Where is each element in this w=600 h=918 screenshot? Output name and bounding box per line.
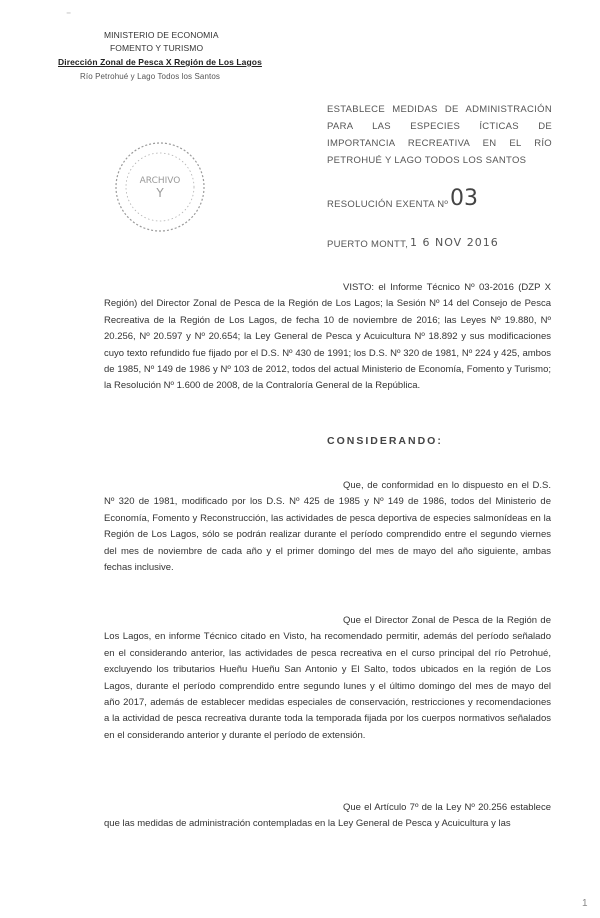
zonal-directorate: Dirección Zonal de Pesca X Región de Los Lagos <box>58 57 262 67</box>
corner-mark: ⁻ <box>66 10 72 21</box>
svg-text:ARCHIVO: ARCHIVO <box>139 176 181 186</box>
page-mark: 1 <box>582 898 588 909</box>
handwritten-date: 1 6 NOV 2016 <box>410 236 499 249</box>
place-label: PUERTO MONTT, <box>327 239 409 250</box>
resolution-label: RESOLUCIÓN EXENTA Nº <box>327 199 449 210</box>
considerando-3: Que el Artículo 7º de la Ley Nº 20.256 establece que las medidas de administración contempladas en la Ley General de Pesca y Acuicultura y las <box>104 802 551 830</box>
svg-text:Y: Y <box>156 186 164 200</box>
resolution-number: 03 <box>450 186 478 211</box>
location-subtitle: Río Petrohué y Lago Todos los Santos <box>80 72 220 81</box>
archive-seal-icon <box>110 137 210 237</box>
document-title: ESTABLECE MEDIDAS DE ADMINISTRACIÓN PARA LAS ESPECIES ÍCTICAS DE IMPORTANCIA RECREATIVA EN EL RÍO PETROHUÉ Y LAGO TODOS LOS SANTOS <box>327 104 552 166</box>
visto-paragraph: VISTO: el Informe Técnico Nº 03-2016 (DZP X Región) del Director Zonal de Pesca de la Región de Los Lagos; la Sesión Nº 14 del Consejo de Pesca Recreativa de la Región de Los Lagos, de fecha 10 de noviembre de 2016; las Leyes Nº 19.880, Nº 20.256, Nº 20.597 y Nº 20.654; la Ley General de Pesca y Acuicultura Nº 18.892 y sus modificaciones cuyo texto refundido fue fijado por el D.S. Nº 430 de 1991; los D.S. Nº 320 de 1981, Nº 224 y 425, ambos de 1985, Nº 149 de 1986 y Nº 103 de 2012, todos del actual Ministerio de Economía, Fomento y Turismo; la Resolución Nº 1.600 de 2008, de la Contraloría General de la República. <box>104 282 551 392</box>
considerando-2: Que el Director Zonal de Pesca de la Región de Los Lagos, en informe Técnico citado en Visto, ha recomendado permitir, además del período señalado en el considerando anterior, las actividades de pesca recreativa en el curso principal del río Petrohué, excluyendo los tributarios Hueñu Hueñu San Antonio y El Salto, todos ubicados en la región de Los Lagos, durante el período comprendido entre segundo lunes y el último domingo del mes de mayo del año 2017, además de establecer medidas especiales de conservación, restricciones y recomendaciones a la actividad de pesca recreativa durante toda la temporada fijada por los cuerpos normativos señalados en el considerando anterior y durante el período de extensión. <box>104 615 551 741</box>
ministry-name: MINISTERIO DE ECONOMIA <box>104 30 219 40</box>
considerando-1: Que, de conformidad en lo dispuesto en el D.S. Nº 320 de 1981, modificado por los D.S. Nº 425 de 1985 y Nº 149 de 1986, todos del Ministerio de Economía, Fomento y Reconstrucción, las actividades de pesca deportiva de especies salmonídeas en la Región de Los Lagos, sólo se podrán realizar durante el período comprendido entre el segundo viernes del mes de noviembre de cada año y el primer domingo del mes de mayo del año siguiente, ambas fechas inclusive. <box>104 480 551 574</box>
considerando-heading: CONSIDERANDO: <box>327 435 443 447</box>
ministry-subtitle: FOMENTO Y TURISMO <box>110 43 204 53</box>
